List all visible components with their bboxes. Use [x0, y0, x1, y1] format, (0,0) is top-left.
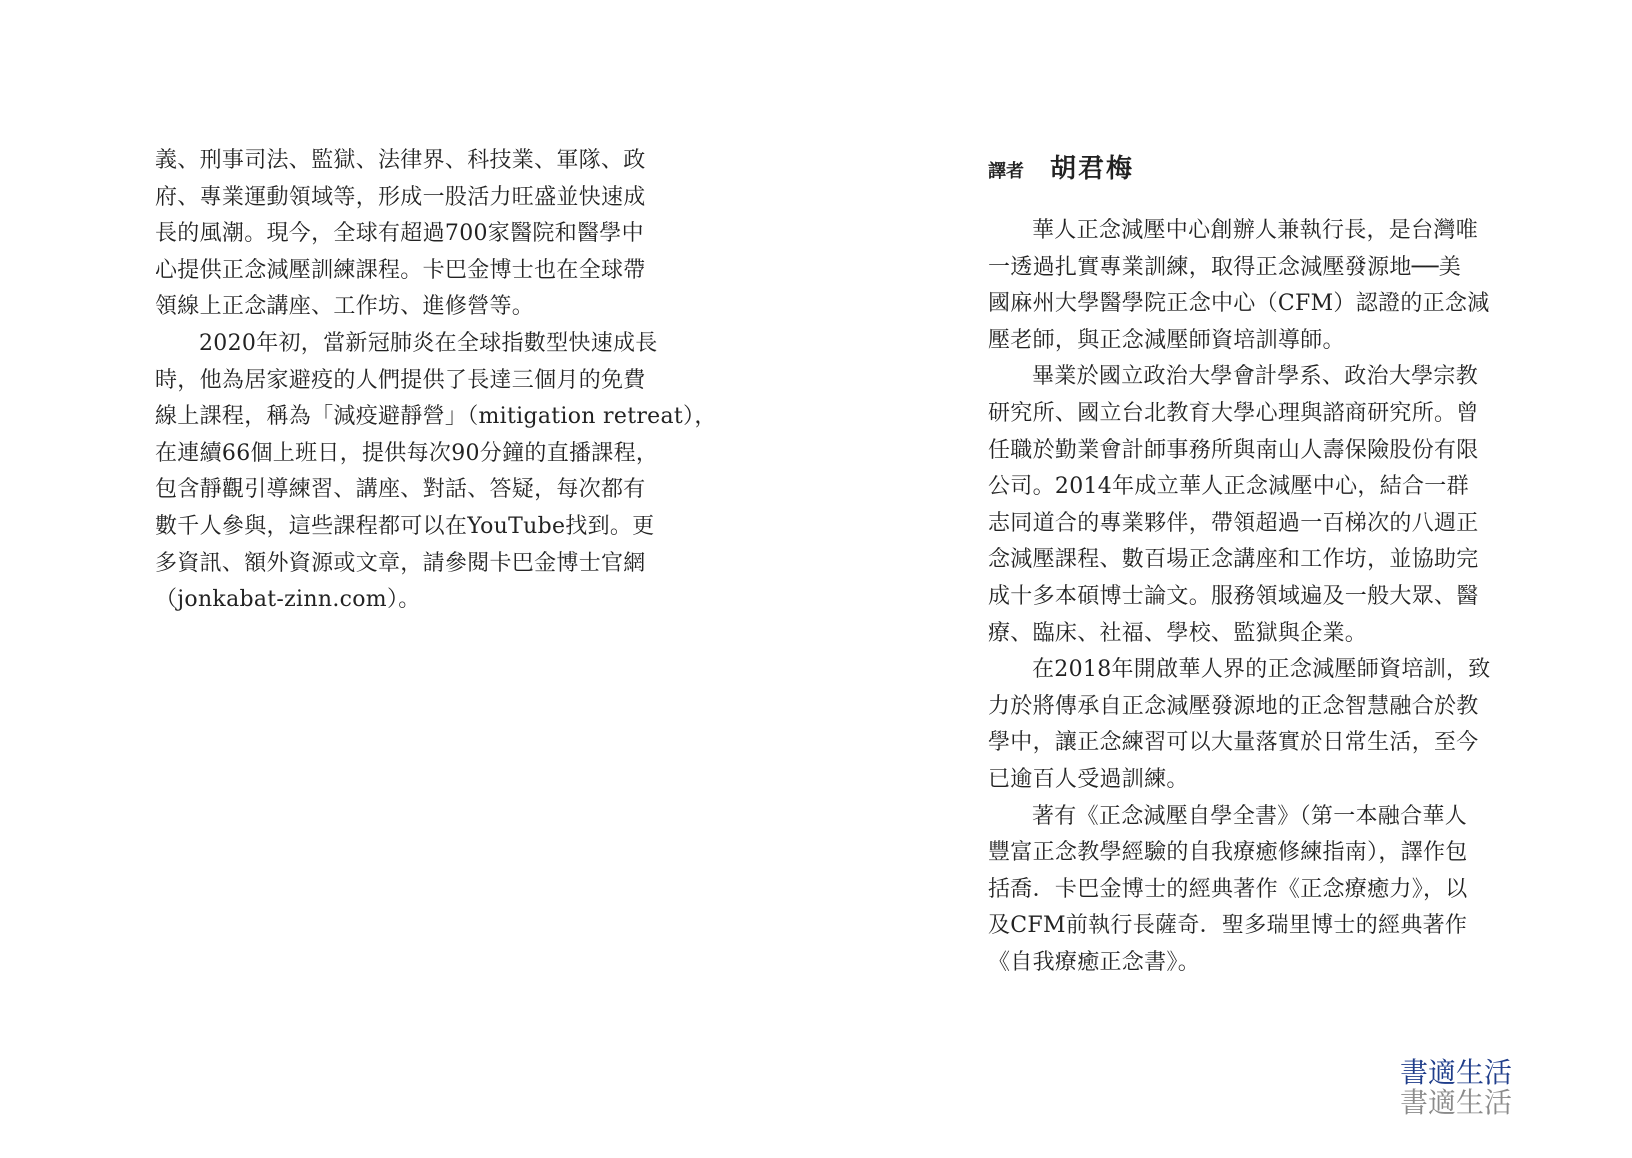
body-line: 成十多本碩博士論文。服務領域遍及一般大眾、醫	[988, 583, 1479, 609]
body-line: 華人正念減壓中心創辦人兼執行長，是台灣唯	[1032, 218, 1479, 243]
body-line: 義、刑事司法、監獄、法律界、科技業、軍隊、政	[155, 148, 646, 173]
watermark-text-bottom: 書適生活	[1399, 1086, 1512, 1119]
body-line: 力於將傳承自正念減壓發源地的正念智慧融合於教	[988, 693, 1479, 719]
body-line: 數千人參與，這些課程都可以在YouTube找到。更	[155, 513, 655, 539]
body-line: 已逾百人受過訓練。	[988, 766, 1189, 792]
body-line: 多資訊、額外資源或文章，請參閱卡巴金博士官網	[155, 550, 646, 576]
body-line: 府、專業運動領域等，形成一股活力旺盛並快速成	[155, 184, 646, 210]
body-line: 學中，讓正念練習可以大量落實於日常生活，至今	[988, 730, 1479, 756]
publisher-watermark	[1400, 1058, 1512, 1118]
body-line: 志同道合的專業夥伴，帶領超過一百梯次的八週正	[988, 510, 1479, 536]
body-line: （jonkabat-zinn.com）。	[155, 587, 421, 613]
body-line: 畢業於國立政治大學會計學系、政治大學宗教	[1032, 364, 1479, 390]
body-line: 一透過扎實專業訓練，取得正念減壓發源地──美	[988, 254, 1462, 280]
body-line: 任職於勤業會計師事務所與南山人壽保險股份有限	[988, 437, 1479, 463]
body-line: 及CFM前執行長薩奇．聖多瑞里博士的經典著作	[988, 913, 1468, 939]
body-line: 2020年初，當新冠肺炎在全球指數型快速成長	[199, 330, 658, 356]
watermark-text-top: 書適生活	[1399, 1056, 1512, 1089]
right-page	[816, 0, 1632, 1158]
body-line: 在連續66個上班日，提供每次90分鐘的直播課程，	[155, 440, 659, 466]
body-line: 壓老師，與正念減壓師資培訓導師。	[988, 327, 1345, 353]
body-line: 在2018年開啟華人界的正念減壓師資培訓，致	[1032, 657, 1491, 683]
body-line: 著有《正念減壓自學全書》（第一本融合華人	[1032, 803, 1468, 829]
right-page-body	[988, 213, 1508, 981]
body-line: 研究所、國立台北教育大學心理與諮商研究所。曾	[988, 400, 1479, 426]
body-line: 領線上正念講座、工作坊、進修營等。	[155, 294, 535, 320]
body-line: 長的風潮。現今，全球有超過700家醫院和醫學中	[155, 221, 644, 247]
body-line: 線上課程，稱為「減疫避靜營」（mitigation retreat），	[155, 404, 717, 430]
body-line: 公司。2014年成立華人正念減壓中心，結合一群	[988, 474, 1469, 500]
body-line: 療、臨床、社福、學校、監獄與企業。	[988, 620, 1368, 646]
translator-role-label: 譯者	[988, 161, 1024, 182]
translator-name: 胡君梅	[1050, 154, 1135, 184]
body-line: 念減壓課程、數百場正念講座和工作坊，並協助完	[988, 547, 1479, 573]
body-line: 《自我療癒正念書》。	[988, 949, 1201, 975]
body-line: 包含靜觀引導練習、講座、對話、答疑，每次都有	[155, 477, 646, 503]
body-line: 國麻州大學醫學院正念中心（CFM）認證的正念減	[988, 291, 1490, 317]
translator-heading	[988, 148, 1134, 185]
body-line: 豐富正念教學經驗的自我療癒修練指南），譯作包	[988, 840, 1468, 866]
body-line: 括喬．卡巴金博士的經典著作《正念療癒力》，以	[988, 876, 1468, 902]
body-line: 心提供正念減壓訓練課程。卡巴金博士也在全球帶	[155, 257, 646, 283]
left-page-body	[155, 143, 717, 619]
body-line: 時，他為居家避疫的人們提供了長達三個月的免費	[155, 367, 646, 393]
